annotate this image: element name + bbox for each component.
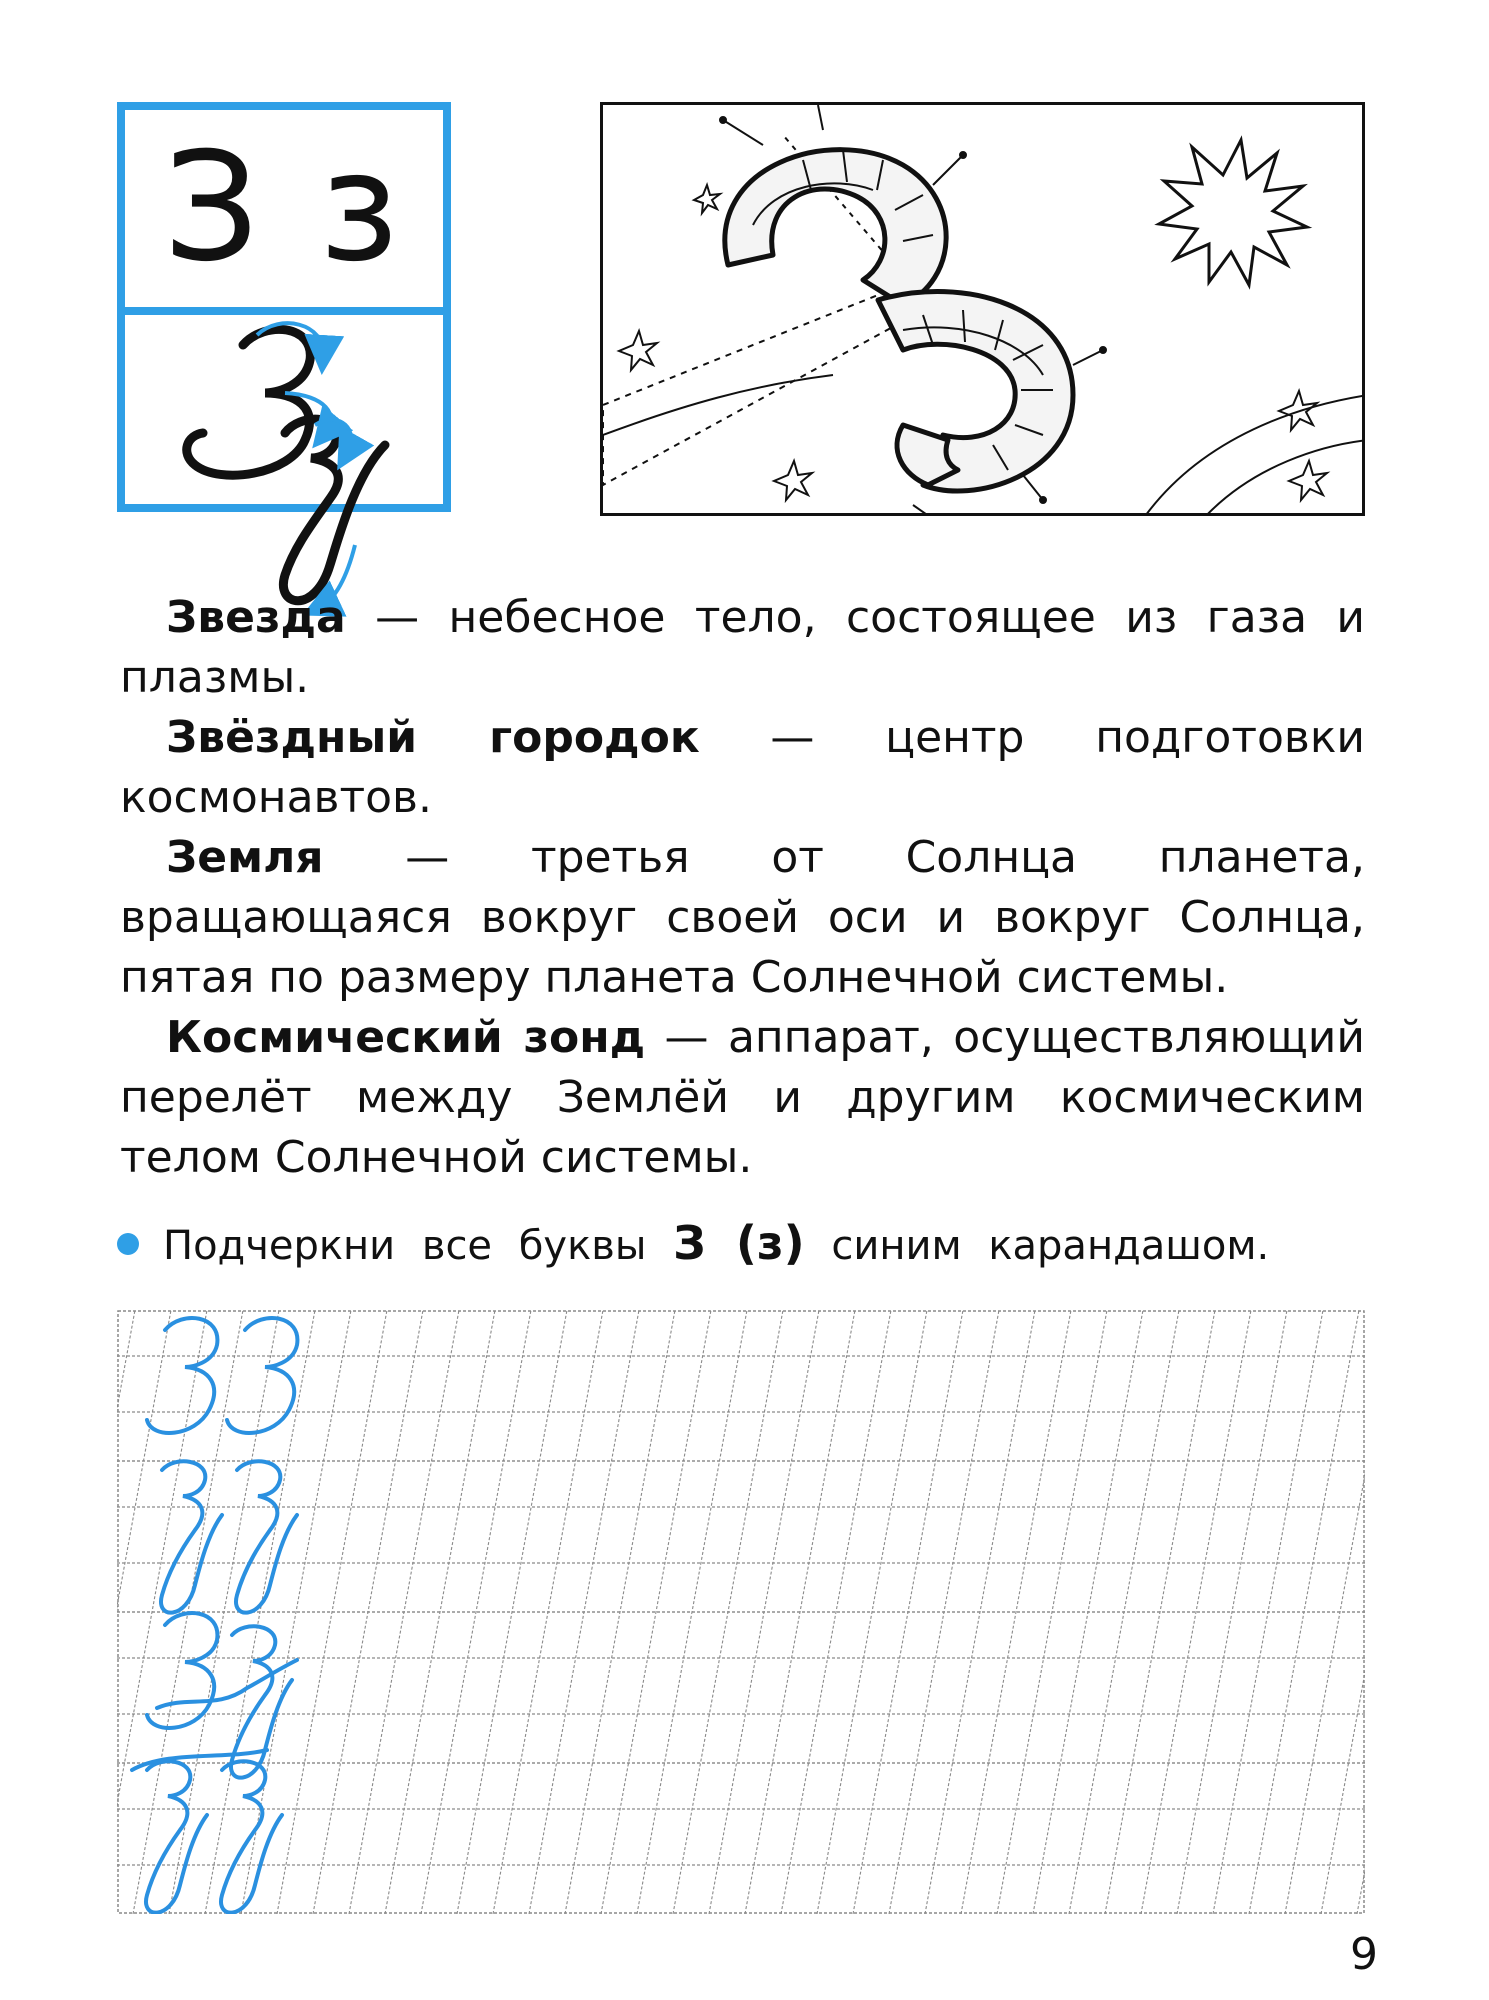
letter-card (117, 102, 451, 512)
printed-letter: З з (163, 121, 405, 295)
definition-text: — третья от Солнца планета, вращающаяся вокруг своей оси и вокруг Солнца, пятая по размеру планета Солнечной системы. (120, 832, 1365, 1003)
cursive-capital-z (147, 1318, 217, 1433)
definition-term: Земля (166, 832, 324, 883)
task-instruction (117, 1215, 1367, 1274)
cursive-small-z (161, 1461, 222, 1612)
definition-paragraph (120, 828, 1365, 1008)
cursive-letter-sample (125, 315, 443, 615)
definition-paragraph (120, 708, 1365, 828)
cursive-small-z (236, 1461, 297, 1612)
task-text-after: синим карандашом. (831, 1223, 1270, 1269)
definition-term: Космический зонд (166, 1012, 646, 1063)
page-number: 9 (1350, 1929, 1378, 1980)
definition-text: — центр подготовки космонавтов. (120, 712, 1365, 823)
letter-shaped-space-station-icon (603, 105, 1365, 516)
space-illustration (600, 102, 1365, 516)
cursive-small-z (221, 1761, 282, 1912)
copybook-lines (117, 1310, 1365, 1914)
cursive-capital-z (227, 1318, 297, 1433)
bullet-icon (117, 1233, 139, 1255)
definition-text: — небесное тело, состоящее из газа и плазмы. (120, 592, 1365, 703)
letter-card-divider (125, 307, 443, 315)
definition-paragraph (120, 588, 1365, 708)
copybook-grid[interactable] (117, 1310, 1365, 1914)
definition-term: Звёздный городок (166, 712, 700, 763)
definitions-text (120, 588, 1365, 1188)
task-text-before: Подчеркни все буквы (163, 1223, 647, 1269)
task-letters: З (з) (673, 1216, 805, 1270)
definition-text: — аппарат, осуществляющий перелёт между Землёй и другим космическим телом Солнечной системы. (120, 1012, 1365, 1183)
cursive-capital-z-stroke (187, 329, 311, 475)
cursive-small-z (146, 1761, 207, 1912)
definition-term: Звезда (166, 592, 346, 643)
cursive-capital-z (147, 1613, 217, 1728)
definition-paragraph (120, 1008, 1365, 1188)
